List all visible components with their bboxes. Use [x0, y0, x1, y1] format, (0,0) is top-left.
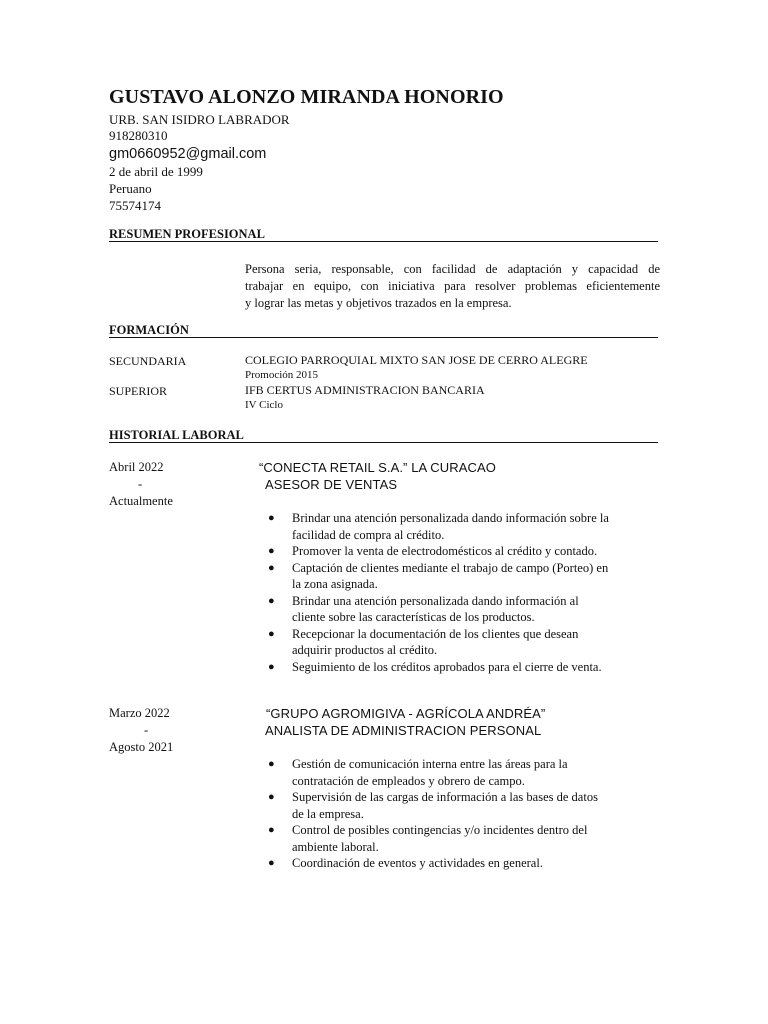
list-item: ● Control de posibles contingencias y/o incidentes dentro del ambiente laboral.: [268, 823, 588, 854]
list-item: ● Recepcionar la documentación de los clientes que desean adquirir productos al crédito.: [268, 626, 579, 657]
list-item: ● Promover la venta de electrodomésticos al crédito y contado.: [268, 544, 598, 558]
list-item: ● Coordinación de eventos y actividades en general.: [268, 856, 543, 870]
job-company: “GRUPO AGROMIGIVA - AGRÍCOLA ANDRÉA”: [266, 706, 546, 721]
list-item: ● Captación de clientes mediante el trabajo de campo (Porteo) en la zona asignada.: [268, 560, 609, 591]
email: gm0660952@gmail.com: [109, 146, 267, 162]
education-school: COLEGIO PARROQUIAL MIXTO SAN JOSE DE CERRO ALEGRE: [245, 353, 588, 367]
job-duties-list: [268, 510, 660, 675]
job-date-start: Abril 2022: [109, 460, 164, 474]
education-level: SUPERIOR: [109, 384, 168, 398]
education-detail: Promoción 2015: [245, 369, 319, 381]
candidate-name: GUSTAVO ALONZO MIRANDA HONORIO: [109, 86, 504, 108]
phone: 918280310: [109, 128, 168, 143]
bullet-icon: ●: [268, 627, 275, 640]
job-position: ASESOR DE VENTAS: [265, 477, 398, 492]
bullet-icon: ●: [268, 561, 275, 574]
bullet-icon: ●: [268, 791, 275, 803]
list-item: ● Seguimiento de los créditos aprobados para el cierre de venta.: [268, 659, 602, 674]
list-item: ● Brindar una atención personalizada dando información al cliente sobre las características de los productos.: [268, 593, 579, 624]
education-section-title: FORMACIÓN: [109, 323, 658, 338]
bullet-icon: ●: [268, 545, 275, 557]
list-item: ● Brindar una atención personalizada dando información sobre la facilidad de compra al crédito.: [268, 511, 609, 542]
education-level: SECUNDARIA: [109, 354, 187, 368]
job-date-end: Actualmente: [109, 494, 173, 508]
summary-line: y lograr las metas y objetivos trazados en la empresa.: [245, 296, 512, 310]
job-company: “CONECTA RETAIL S.A.” LA CURACAO: [259, 460, 497, 475]
dni: 75574174: [109, 198, 161, 213]
summary-line: trabajar en equipo, con iniciativa para resolver problemas eficientemente: [245, 279, 660, 293]
bullet-icon: ●: [268, 758, 275, 770]
education-school: IFB CERTUS ADMINISTRACION BANCARIA: [245, 383, 485, 397]
summary-text: [245, 261, 660, 312]
nationality: Peruano: [109, 181, 152, 196]
bullet-icon: ●: [268, 824, 275, 836]
list-item: ● Supervisión de las cargas de información a las bases de datos de la empresa.: [268, 790, 598, 821]
bullet-icon: ●: [268, 857, 275, 869]
job-position: ANALISTA DE ADMINISTRACION PERSONAL: [265, 723, 542, 738]
summary-section-title: RESUMEN PROFESIONAL: [109, 227, 658, 242]
work-section-title: HISTORIAL LABORAL: [109, 428, 658, 443]
summary-line: Persona seria, responsable, con facilidad de adaptación y capacidad de: [245, 262, 660, 276]
job-duties-list: [268, 756, 660, 872]
list-item: ● Gestión de comunicación interna entre las áreas para la contratación de empleados y obrero de campo.: [268, 757, 568, 788]
address: URB. SAN ISIDRO LABRADOR: [109, 112, 290, 127]
bullet-icon: ●: [268, 660, 275, 673]
job-date-separator: -: [138, 477, 143, 491]
bullet-icon: ●: [268, 594, 275, 607]
bullet-icon: ●: [268, 512, 275, 524]
job-date-start: Marzo 2022: [109, 706, 170, 720]
job-date-separator: -: [144, 723, 149, 737]
birth-date: 2 de abril de 1999: [109, 164, 203, 179]
job-date-end: Agosto 2021: [109, 740, 174, 754]
education-detail: IV Ciclo: [245, 399, 283, 411]
